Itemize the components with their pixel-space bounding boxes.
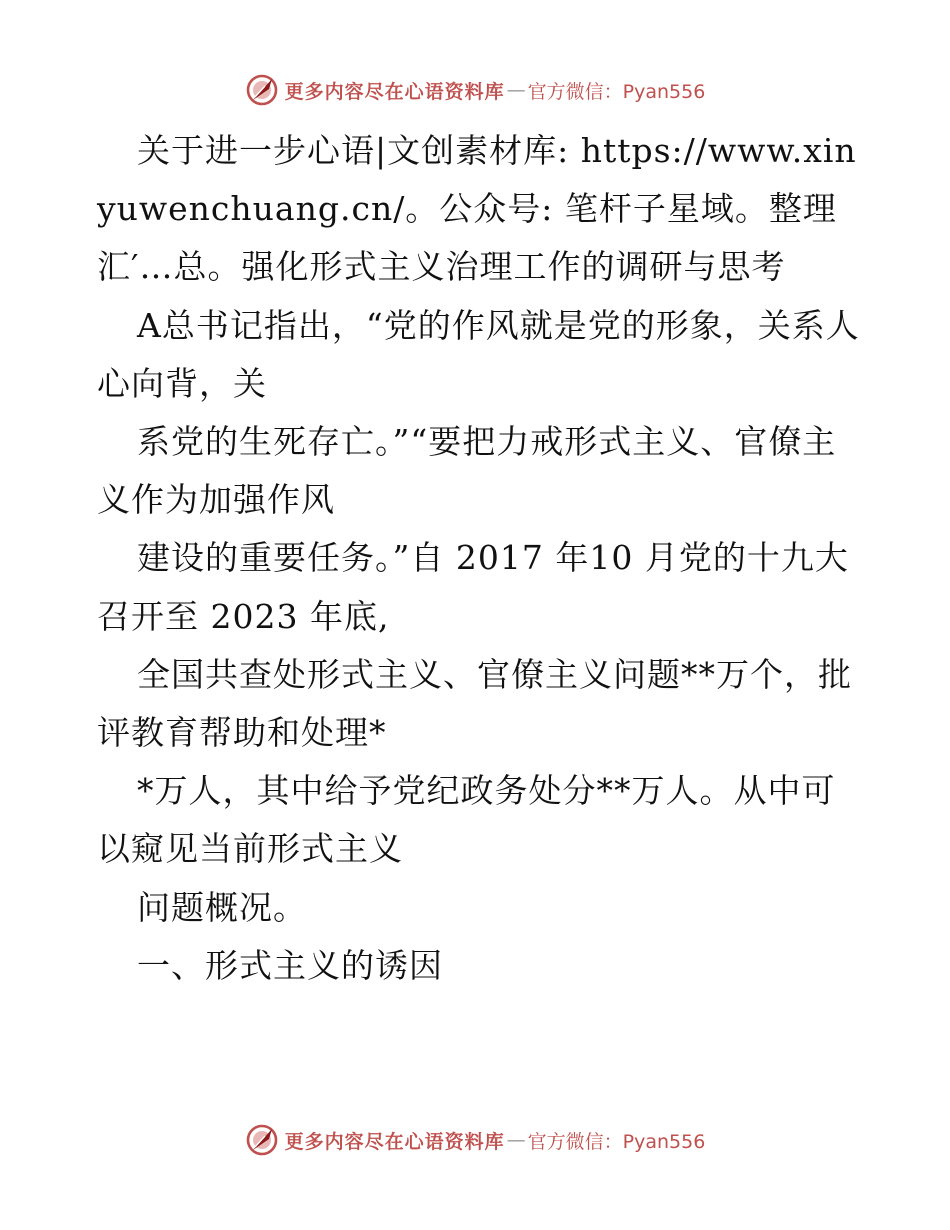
footer-banner bbox=[0, 1120, 950, 1160]
paragraph: A总书记指出，“党的作风就是党的形象，关系人心向背，关 bbox=[97, 305, 860, 403]
paragraph: 全国共查处形式主义、官僚主义问题**万个，批评教育帮助和处理* bbox=[97, 654, 852, 753]
paragraph: 建设的重要任务。”自 2017 年10 月党的十九大召开至 2023 年底, bbox=[97, 538, 849, 636]
banner-main-text: 更多内容尽在心语资料库 bbox=[284, 80, 505, 103]
header-banner bbox=[0, 70, 950, 110]
banner-main-text: 更多内容尽在心语资料库 bbox=[284, 1130, 505, 1153]
quill-logo-icon bbox=[245, 1123, 279, 1157]
document-body bbox=[97, 122, 867, 995]
paragraph: *万人，其中给予党纪政务处分**万人。从中可以窥见当前形式主义 bbox=[97, 771, 836, 869]
section-heading: 一、形式主义的诱因 bbox=[137, 945, 443, 985]
banner-wechat-text: 官方微信：Pyan556 bbox=[527, 1130, 706, 1153]
banner-separator: — bbox=[506, 1129, 526, 1151]
paragraph: 系党的生死存亡。”“要把力戒形式主义、官僚主义作为加强作风 bbox=[97, 422, 837, 520]
banner-wechat-text: 官方微信：Pyan556 bbox=[527, 80, 706, 103]
paragraph-title: 关于进一步心语|文创素材库: https://www.xinyuwenchuang.cn/。公众号: 笔杆子星域。整理汇′…总。强化形式主义治理工作的调研与思考 bbox=[97, 131, 857, 287]
quill-logo-icon bbox=[245, 73, 279, 107]
paragraph: 问题概况。 bbox=[137, 887, 307, 927]
banner-separator: — bbox=[506, 79, 526, 101]
